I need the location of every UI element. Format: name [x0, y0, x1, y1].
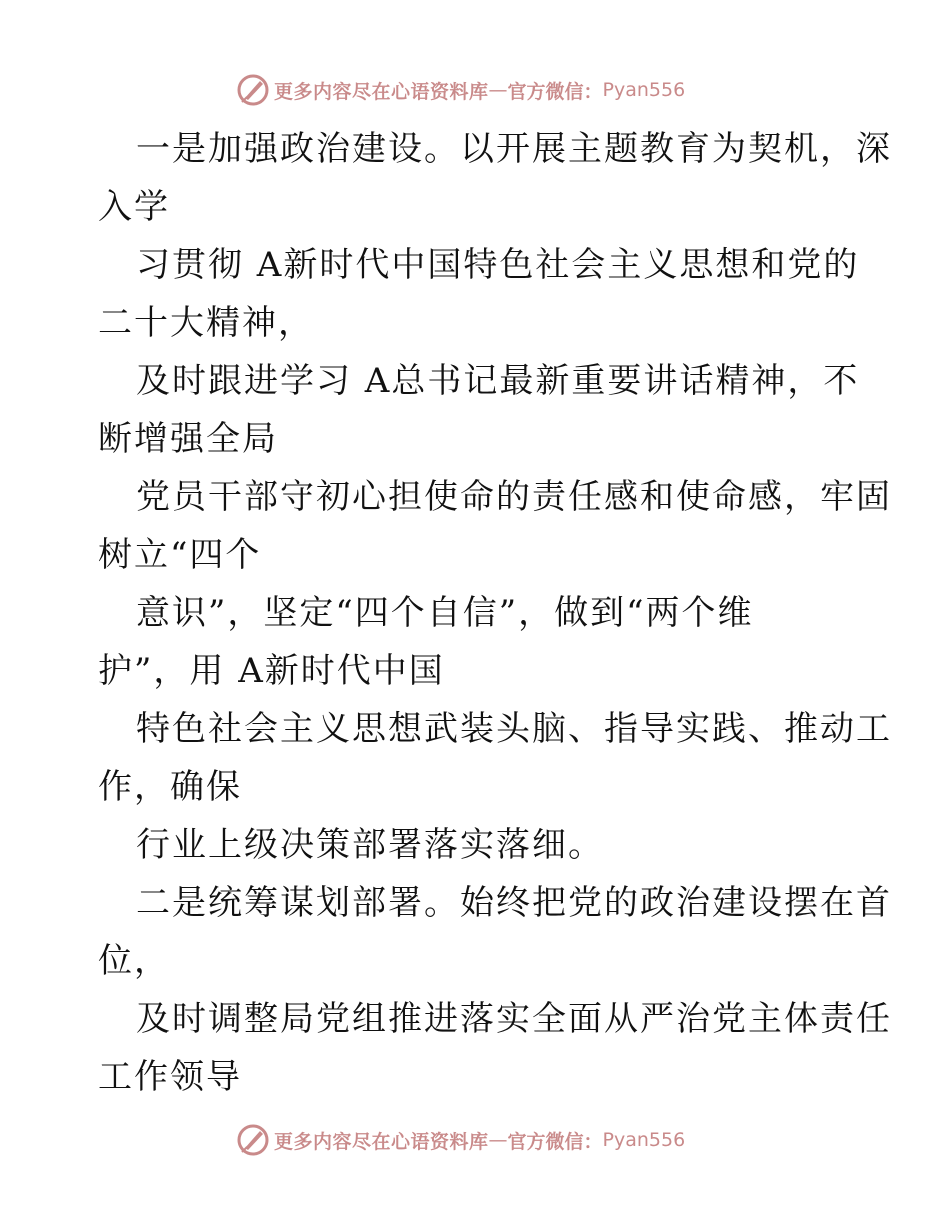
watermark-text: 更多内容尽在心语资料库	[274, 80, 489, 103]
body-line: 二十大精神，	[98, 303, 314, 343]
body-line: 护”，用 A新时代中国	[98, 651, 445, 691]
body-line: 一是加强政治建设。以开展主题教育为契机，深	[136, 129, 892, 169]
body-line: 断增强全局	[98, 419, 278, 459]
body-line: 特色社会主义思想武装头脑、指导实践、推动工	[136, 709, 892, 749]
body-line: 工作领导	[98, 1057, 242, 1097]
watermark-wechat-id: Pyan556	[602, 79, 686, 101]
body-line: 二是统筹谋划部署。始终把党的政治建设摆在首	[136, 883, 892, 923]
body-line: 作，确保	[98, 767, 242, 807]
watermark-wechat-label: 官方微信：	[507, 1130, 603, 1153]
watermark-dash: —	[488, 1129, 508, 1151]
body-line: 党员干部守初心担使命的责任感和使命感，牢固	[136, 477, 892, 517]
body-line: 习贯彻 A新时代中国特色社会主义思想和党的	[136, 245, 860, 285]
quill-logo-icon	[236, 1123, 270, 1157]
body-line: 入学	[98, 187, 170, 227]
body-line: 及时调整局党组推进落实全面从严治党主体责任	[136, 999, 892, 1039]
document-body	[98, 120, 892, 1106]
body-line: 及时跟进学习 A总书记最新重要讲话精神，不	[136, 361, 860, 401]
quill-logo-icon	[236, 73, 270, 107]
body-line: 行业上级决策部署落实落细。	[136, 825, 604, 865]
body-line: 位，	[98, 941, 170, 981]
watermark-text: 更多内容尽在心语资料库	[274, 1130, 489, 1153]
body-line: 树立“四个	[98, 535, 262, 575]
header-watermark	[236, 72, 685, 108]
watermark-dash: —	[488, 79, 508, 101]
watermark-wechat-id: Pyan556	[602, 1129, 686, 1151]
footer-watermark	[236, 1122, 685, 1158]
body-line: 意识”，坚定“四个自信”，做到“两个维	[136, 593, 754, 633]
watermark-wechat-label: 官方微信：	[507, 80, 603, 103]
